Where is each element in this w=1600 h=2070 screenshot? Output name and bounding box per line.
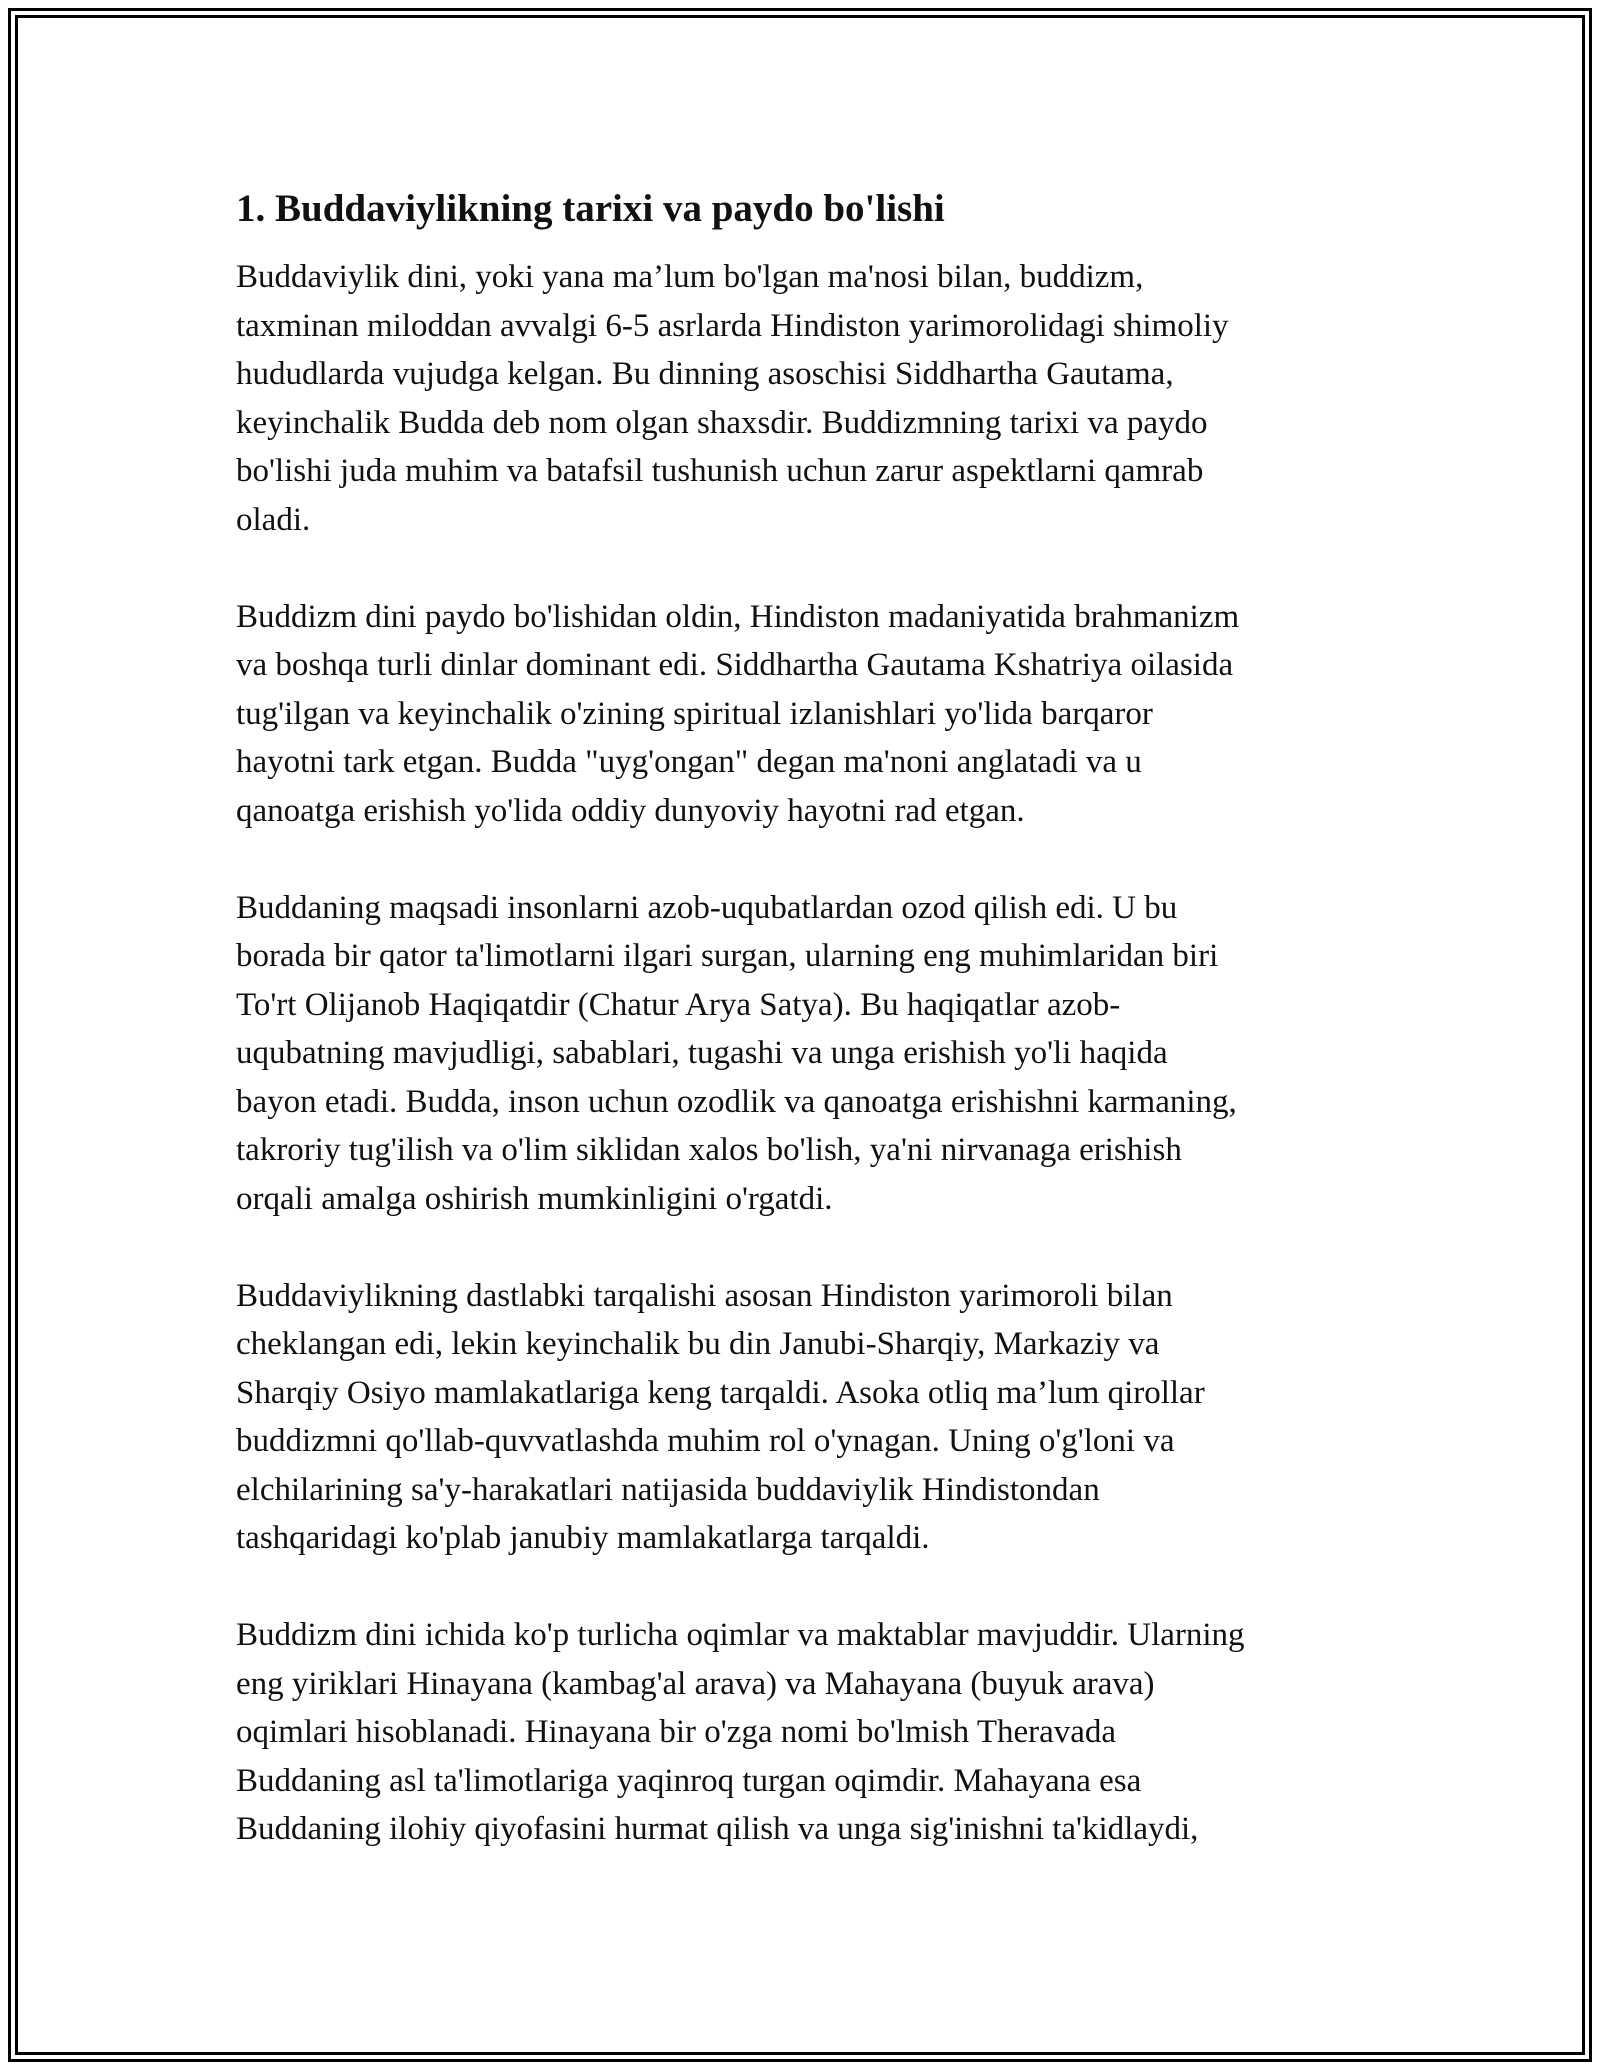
text-line: va boshqa turli dinlar dominant edi. Siddhartha Gautama Kshatriya oilasida — [236, 647, 1234, 683]
text-line: Buddaviylikning dastlabki tarqalishi asosan Hindiston yarimoroli bilan — [236, 1277, 1173, 1314]
text-line: bayon etadi. Budda, inson uchun ozodlik va qanoatga erishishni karmaning, — [236, 1083, 1237, 1120]
text-line: hududlarda vujudga kelgan. Bu dinning asoschisi Siddhartha Gautama, — [236, 356, 1174, 392]
text-line: takroriy tug'ilish va o'lim siklidan xalos bo'lish, ya'ni nirvanaga erishish — [236, 1132, 1182, 1168]
text-line: Buddizm dini paydo bo'lishidan oldin, Hindiston madaniyatida brahmanizm — [236, 598, 1240, 635]
text-line: orqali amalga oshirish mumkinligini o'rgatdi. — [236, 1180, 833, 1217]
text-line: Buddaning maqsadi insonlarni azob-uqubatlardan ozod qilish edi. U bu — [236, 889, 1178, 926]
text-line: eng yiriklari Hinayana (kambag'al arava) va Mahayana (buyuk arava) — [236, 1665, 1155, 1702]
paragraph-4 — [236, 1272, 1366, 1563]
paragraph-1 — [236, 253, 1366, 544]
section-heading: 1. Buddaviylikning tarixi va paydo bo'lishi — [236, 187, 945, 230]
text-line: uqubatning mavjudligi, sabablari, tugashi va unga erishish yo'li haqida — [236, 1035, 1168, 1071]
text-line: Buddaning asl ta'limotlariga yaqinroq turgan oqimdir. Mahayana esa — [236, 1762, 1142, 1799]
text-line: borada bir qator ta'limotlarni ilgari surgan, ularning eng muhimlaridan biri — [236, 938, 1219, 974]
document-body — [236, 185, 1366, 1902]
text-line: Buddaning ilohiy qiyofasini hurmat qilish va unga sig'inishni ta'kidlaydi, — [236, 1811, 1199, 1847]
text-line: Buddaviylik dini, yoki yana ma’lum bo'lgan ma'nosi bilan, buddizm, — [236, 259, 1144, 295]
paragraph-5 — [236, 1611, 1366, 1854]
text-line: Sharqiy Osiyo mamlakatlariga keng tarqaldi. Asoka otliq ma’lum qirollar — [236, 1374, 1205, 1411]
text-line: Buddizm dini ichida ko'p turlicha oqimlar va maktablar mavjuddir. Ularning — [236, 1617, 1245, 1653]
text-line: To'rt Olijanob Haqiqatdir (Chatur Arya Satya). Bu haqiqatlar azob- — [236, 986, 1121, 1023]
text-line: cheklangan edi, lekin keyinchalik bu din Janubi-Sharqiy, Markaziy va — [236, 1326, 1160, 1362]
text-line: bo'lishi juda muhim va batafsil tushunish uchun zarur aspektlarni qamrab — [236, 453, 1204, 489]
text-line: elchilarining sa'y-harakatlari natijasida buddaviylik Hindistondan — [236, 1471, 1100, 1508]
text-line: keyinchalik Budda deb nom olgan shaxsdir. Buddizmning tarixi va paydo — [236, 404, 1208, 441]
text-line: qanoatga erishish yo'lida oddiy dunyoviy hayotni rad etgan. — [236, 792, 1025, 829]
text-line: oladi. — [236, 501, 311, 538]
text-line: taxminan miloddan avvalgi 6-5 asrlarda Hindiston yarimorolidagi shimoliy — [236, 307, 1229, 344]
text-line: hayotni tark etgan. Budda "uyg'ongan" degan ma'noni anglatadi va u — [236, 744, 1142, 780]
paragraph-3 — [236, 884, 1366, 1224]
text-line: buddizmni qo'llab-quvvatlashda muhim rol o'ynagan. Uning o'g'loni va — [236, 1423, 1175, 1459]
text-line: tug'ilgan va keyinchalik o'zining spiritual izlanishlari yo'lida barqaror — [236, 695, 1153, 732]
text-line: oqimlari hisoblanadi. Hinayana bir o'zga nomi bo'lmish Theravada — [236, 1714, 1117, 1750]
paragraph-2 — [236, 593, 1366, 836]
text-line: tashqaridagi ko'plab janubiy mamlakatlarga tarqaldi. — [236, 1520, 930, 1556]
